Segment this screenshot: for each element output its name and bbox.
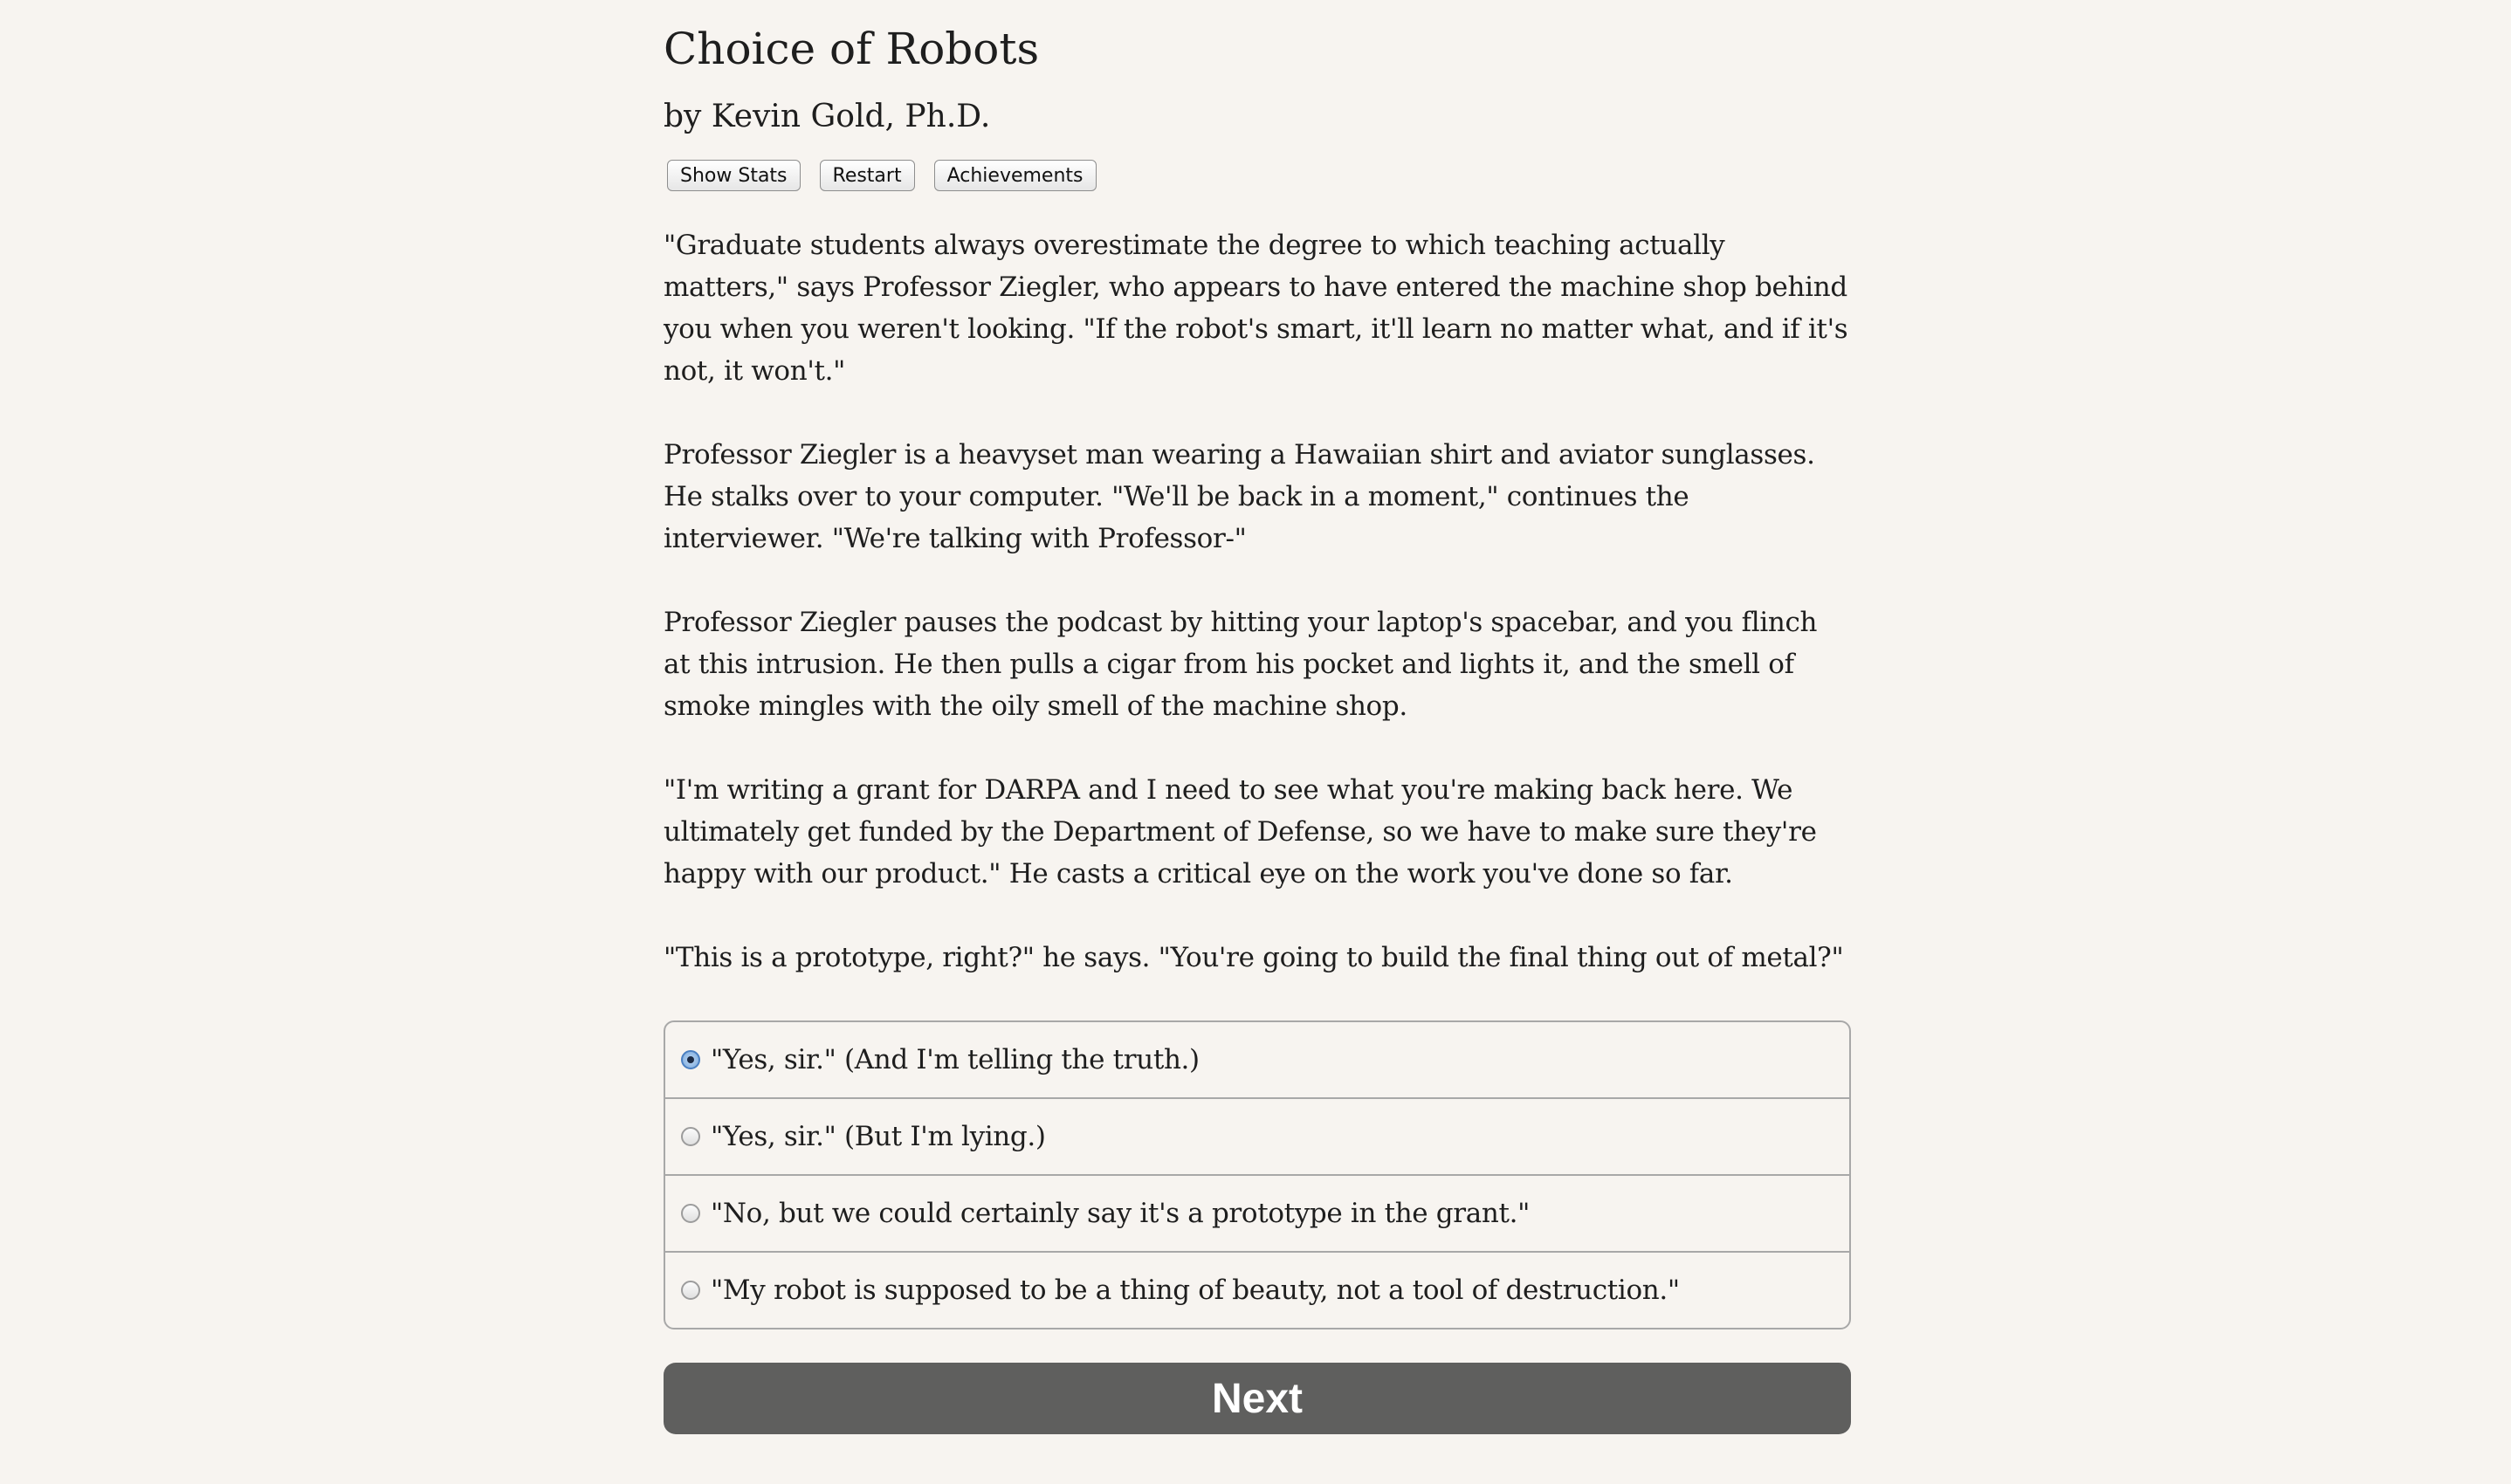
story-paragraph: Professor Ziegler pauses the podcast by hitting your laptop's spacebar, and you flinch at this intrusion. He then pulls a cigar from his pocket and lights it, and the smell of smoke mingles with the oily smell of the machine shop. bbox=[664, 607, 1818, 722]
choice-option[interactable] bbox=[665, 1097, 1849, 1174]
choice-option[interactable] bbox=[665, 1251, 1849, 1328]
choice-label: "Yes, sir." (But I'm lying.) bbox=[711, 1121, 1046, 1152]
story-paragraph: "I'm writing a grant for DARPA and I need to see what you're making back here. We ultimately get funded by the Department of Defense, so we have to make sure they're happy with our product." He casts a critical eye on the work you've done so far. bbox=[664, 774, 1817, 890]
game-page bbox=[664, 0, 1851, 1434]
radio-button[interactable] bbox=[681, 1281, 700, 1300]
radio-button[interactable] bbox=[681, 1127, 700, 1146]
choice-list bbox=[664, 1020, 1851, 1329]
author-byline: by Kevin Gold, Ph.D. bbox=[664, 99, 991, 134]
next-button[interactable]: Next bbox=[664, 1363, 1851, 1434]
restart-button[interactable]: Restart bbox=[820, 160, 915, 191]
story-paragraph: Professor Ziegler is a heavyset man wearing a Hawaiian shirt and aviator sunglasses. He stalks over to your computer. "We'll be back in a moment," continues the interviewer. "We're talking with Professor-" bbox=[664, 439, 1815, 554]
story-paragraph: "Graduate students always overestimate the degree to which teaching actually matters," says Professor Ziegler, who appears to have entered the machine shop behind you when you weren't looking. "If the robot's smart, it'll learn no matter what, and if it's not, it won't." bbox=[664, 230, 1848, 387]
choice-label: "No, but we could certainly say it's a prototype in the grant." bbox=[711, 1198, 1531, 1229]
choice-label: "Yes, sir." (And I'm telling the truth.) bbox=[711, 1044, 1200, 1075]
story-text bbox=[664, 224, 1851, 979]
story-paragraph: "This is a prototype, right?" he says. "You're going to build the final thing out of metal?" bbox=[664, 942, 1844, 973]
radio-button[interactable] bbox=[681, 1050, 700, 1069]
page-title: Choice of Robots bbox=[664, 24, 1040, 74]
achievements-button[interactable]: Achievements bbox=[934, 160, 1097, 191]
show-stats-button[interactable]: Show Stats bbox=[667, 160, 801, 191]
toolbar bbox=[664, 160, 1851, 193]
choice-label: "My robot is supposed to be a thing of beauty, not a tool of destruction." bbox=[711, 1274, 1680, 1306]
choice-option[interactable] bbox=[665, 1174, 1849, 1251]
choice-option[interactable] bbox=[665, 1022, 1849, 1097]
radio-button[interactable] bbox=[681, 1204, 700, 1223]
